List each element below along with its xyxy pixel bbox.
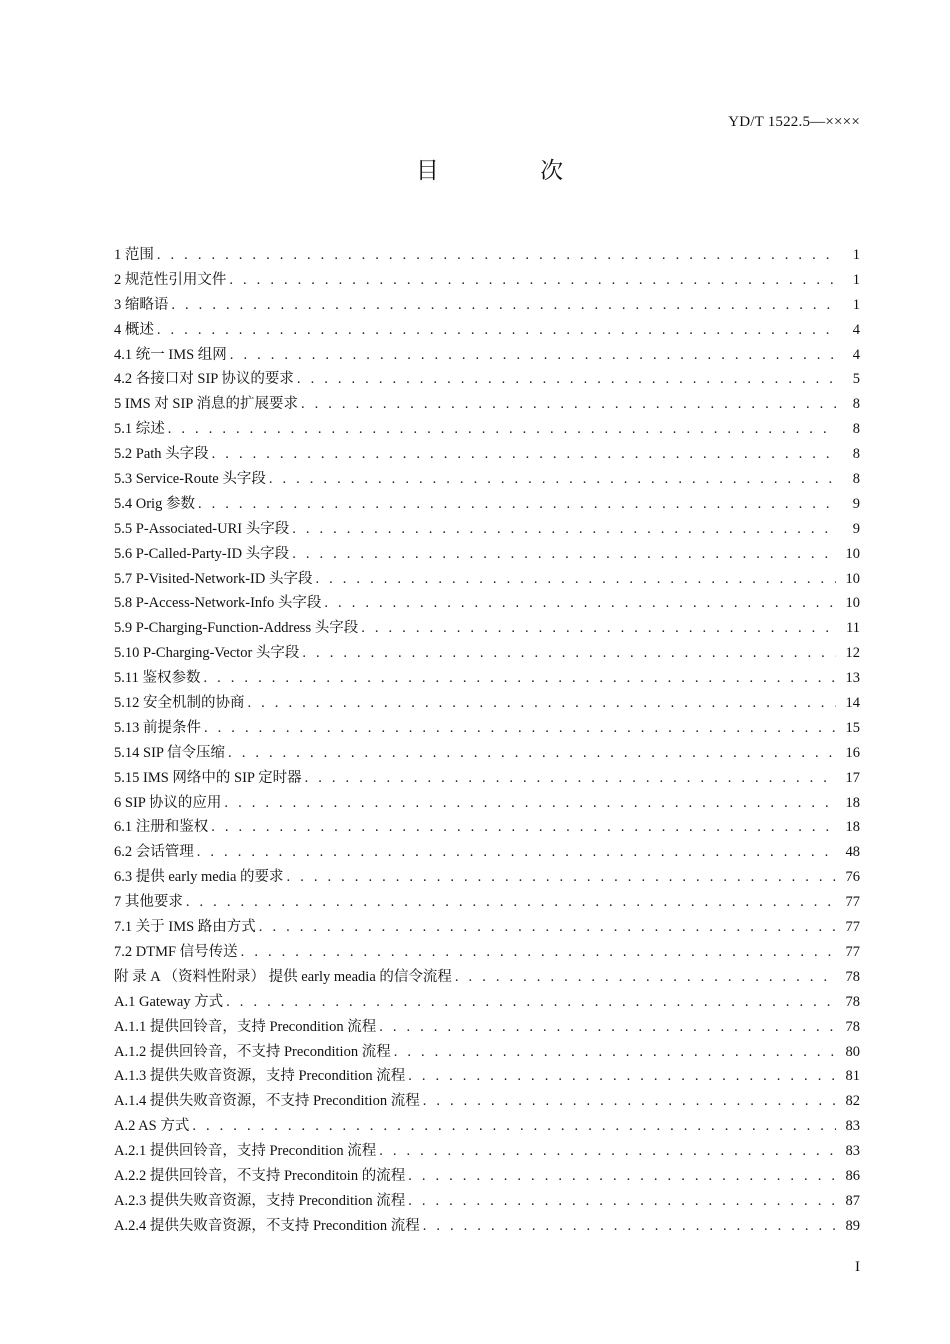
toc-entry[interactable]	[114, 616, 860, 641]
toc-leader-dots	[455, 969, 836, 986]
toc-entry[interactable]	[114, 1040, 860, 1065]
toc-leader-dots	[228, 745, 836, 762]
toc-entry[interactable]	[114, 268, 860, 293]
toc-leader-dots	[269, 471, 836, 488]
toc-entry-label: 3 缩略语	[114, 296, 169, 313]
toc-entry-label: 7.1 关于 IMS 路由方式	[114, 919, 256, 936]
toc-entry-label: 5.3 Service-Route 头字段	[114, 471, 266, 488]
toc-entry[interactable]	[114, 542, 860, 567]
toc-entry[interactable]	[114, 1189, 860, 1214]
toc-entry-page: 76	[845, 869, 860, 886]
toc-entry-page: 80	[845, 1043, 860, 1060]
toc-entry-label: 4 概述	[114, 321, 154, 338]
toc-entry[interactable]	[114, 766, 860, 791]
toc-entry[interactable]	[114, 392, 860, 417]
toc-leader-dots	[408, 1168, 836, 1185]
toc-entry-page: 5	[852, 371, 860, 388]
toc-leader-dots	[230, 347, 836, 364]
toc-leader-dots	[186, 894, 836, 911]
toc-entry[interactable]	[114, 442, 860, 467]
toc-entry-page: 11	[846, 620, 860, 637]
toc-entry-label: A.2.2 提供回铃音，不支持 Preconditoin 的流程	[114, 1167, 406, 1184]
toc-entry-label: A.1 Gateway 方式	[114, 993, 224, 1010]
toc-entry[interactable]	[114, 1089, 860, 1114]
toc-entry[interactable]	[114, 567, 860, 592]
toc-entry-label: 5.14 SIP 信令压缩	[114, 744, 226, 761]
toc-leader-dots	[229, 272, 836, 289]
toc-leader-dots	[315, 571, 836, 588]
toc-leader-dots	[259, 919, 836, 936]
toc-entry[interactable]	[114, 1015, 860, 1040]
toc-leader-dots	[423, 1218, 836, 1235]
toc-entry-page: 4	[852, 321, 860, 338]
toc-entry[interactable]	[114, 915, 860, 940]
toc-leader-dots	[292, 546, 836, 563]
toc-entry-page: 8	[852, 396, 860, 413]
toc-entry-page: 17	[845, 769, 860, 786]
toc-entry[interactable]	[114, 492, 860, 517]
toc-entry-page: 15	[845, 719, 860, 736]
toc-entry-page: 9	[852, 520, 860, 537]
toc-entry-label: 6.3 提供 early media 的要求	[114, 869, 284, 886]
toc-entry-page: 87	[845, 1192, 860, 1209]
toc-entry-label: 5.11 鉴权参数	[114, 670, 201, 687]
toc-entry-label: 5.5 P-Associated-URI 头字段	[114, 520, 290, 537]
toc-entry[interactable]	[114, 1114, 860, 1139]
toc-entry-label: 4.1 统一 IMS 组网	[114, 346, 227, 363]
toc-entry[interactable]	[114, 716, 860, 741]
toc-leader-dots	[379, 1019, 836, 1036]
toc-leader-dots	[297, 371, 836, 388]
toc-entry[interactable]	[114, 318, 860, 343]
toc-entry-page: 10	[845, 545, 860, 562]
toc-entry-label: 5.4 Orig 参数	[114, 495, 195, 512]
document-id: YD/T 1522.5—××××	[728, 114, 860, 130]
toc-leader-dots	[192, 1118, 836, 1135]
toc-leader-dots	[408, 1068, 836, 1085]
toc-entry[interactable]	[114, 940, 860, 965]
toc-entry-label: 1 范围	[114, 247, 154, 263]
toc-entry-page: 4	[852, 346, 860, 363]
toc-entry[interactable]	[114, 1164, 860, 1189]
toc-entry[interactable]	[114, 243, 860, 268]
toc-entry-page: 18	[845, 819, 860, 836]
toc-leader-dots	[211, 819, 836, 836]
toc-leader-dots	[394, 1044, 836, 1061]
toc-entry-label: 5.12 安全机制的协商	[114, 695, 245, 712]
toc-entry-label: A.1.1 提供回铃音，支持 Precondition 流程	[114, 1018, 377, 1035]
toc-entry[interactable]	[114, 467, 860, 492]
toc-leader-dots	[157, 322, 836, 339]
toc-leader-dots	[305, 770, 836, 787]
toc-entry[interactable]	[114, 1064, 860, 1089]
toc-entry-label: 4.2 各接口对 SIP 协议的要求	[114, 371, 294, 388]
toc-entry[interactable]	[114, 293, 860, 318]
toc-leader-dots	[408, 1193, 836, 1210]
toc-entry-page: 78	[845, 993, 860, 1010]
toc-entry-label: 5.9 P-Charging-Function-Address 头字段	[114, 620, 359, 637]
toc-entry[interactable]	[114, 1139, 860, 1164]
toc-entry-label: 5.10 P-Charging-Vector 头字段	[114, 645, 300, 662]
toc-entry-label: 5.8 P-Access-Network-Info 头字段	[114, 595, 322, 612]
toc-entry-label: 5.7 P-Visited-Network-ID 头字段	[114, 570, 313, 587]
toc-entry-label: 5 IMS 对 SIP 消息的扩展要求	[114, 396, 298, 413]
toc-leader-dots	[287, 869, 836, 886]
toc-entry-label: A.2.4 提供失败音资源，不支持 Precondition 流程	[114, 1217, 420, 1234]
toc-leader-dots	[226, 994, 836, 1011]
toc-leader-dots	[302, 645, 836, 662]
toc-entry[interactable]	[114, 1214, 860, 1239]
toc-leader-dots	[204, 720, 836, 737]
toc-entry-label: 6 SIP 协议的应用	[114, 794, 222, 811]
toc-leader-dots	[212, 446, 836, 463]
toc-entry-page: 77	[845, 894, 860, 911]
toc-leader-dots	[379, 1143, 836, 1160]
toc-entry-label: A.1.4 提供失败音资源，不支持 Precondition 流程	[114, 1093, 420, 1110]
toc-entry-page: 1	[852, 271, 860, 288]
toc-entry[interactable]	[114, 641, 860, 666]
toc-entry-page: 8	[852, 471, 860, 488]
toc-leader-dots	[301, 396, 836, 413]
toc-leader-dots	[292, 521, 836, 538]
toc-leader-dots	[171, 297, 836, 314]
toc-leader-dots	[157, 247, 836, 264]
toc-entry-page: 18	[845, 794, 860, 811]
toc-entry[interactable]	[114, 965, 860, 990]
toc-entry-page: 86	[845, 1167, 860, 1184]
toc-entry-page: 77	[845, 943, 860, 960]
toc-entry-label: 5.15 IMS 网络中的 SIP 定时器	[114, 769, 302, 786]
toc-entry-page: 9	[852, 495, 860, 512]
toc-entry-label: 5.2 Path 头字段	[114, 446, 209, 463]
toc-entry-page: 1	[852, 296, 860, 313]
toc-entry-page: 16	[845, 744, 860, 761]
toc-entry-page: 78	[845, 968, 860, 985]
toc-entry-label: 5.1 综述	[114, 421, 165, 438]
toc-entry-label: 7 其他要求	[114, 894, 183, 911]
toc-leader-dots	[168, 421, 836, 438]
toc-entry[interactable]	[114, 343, 860, 368]
toc-entry-page: 10	[845, 570, 860, 587]
toc-entry[interactable]	[114, 417, 860, 442]
toc-entry-page: 10	[845, 595, 860, 612]
toc-entry-label: 6.1 注册和鉴权	[114, 819, 209, 836]
toc-entry-page: 13	[845, 670, 860, 687]
toc-entry[interactable]	[114, 815, 860, 840]
toc-entry-label: A.2.1 提供回铃音，支持 Precondition 流程	[114, 1143, 377, 1160]
table-of-contents	[114, 243, 860, 1239]
toc-entry[interactable]	[114, 741, 860, 766]
toc-entry-label: 2 规范性引用文件	[114, 271, 227, 288]
toc-entry-page: 83	[845, 1118, 860, 1135]
toc-leader-dots	[241, 944, 836, 961]
toc-entry[interactable]	[114, 990, 860, 1015]
toc-entry-label: 5.13 前提条件	[114, 719, 201, 736]
toc-entry[interactable]	[114, 865, 860, 890]
toc-entry-page: 48	[845, 844, 860, 861]
toc-leader-dots	[423, 1093, 836, 1110]
toc-entry[interactable]	[114, 666, 860, 691]
toc-entry-page: 78	[845, 1018, 860, 1035]
toc-entry-page: 82	[845, 1093, 860, 1110]
toc-entry[interactable]	[114, 890, 860, 915]
toc-entry-label: 7.2 DTMF 信号传送	[114, 943, 238, 960]
toc-entry-label: A.1.3 提供失败音资源，支持 Precondition 流程	[114, 1068, 406, 1085]
toc-entry[interactable]	[114, 691, 860, 716]
toc-entry-label: 5.6 P-Called-Party-ID 头字段	[114, 545, 290, 562]
toc-entry[interactable]	[114, 517, 860, 542]
page-number: I	[855, 1259, 860, 1275]
toc-leader-dots	[361, 620, 836, 637]
toc-entry[interactable]	[114, 791, 860, 816]
toc-entry[interactable]	[114, 840, 860, 865]
toc-entry-page: 89	[845, 1217, 860, 1234]
toc-entry[interactable]	[114, 367, 860, 392]
toc-entry-page: 1	[852, 247, 860, 263]
page-title: 目 次	[415, 158, 611, 184]
toc-entry-page: 77	[845, 919, 860, 936]
toc-entry-page: 14	[845, 695, 860, 712]
toc-entry-label: 6.2 会话管理	[114, 844, 194, 861]
toc-entry-label: A.2.3 提供失败音资源，支持 Precondition 流程	[114, 1192, 406, 1209]
toc-entry-label: 附 录 A （资料性附录） 提供 early meadia 的信令流程	[114, 968, 452, 985]
toc-entry-page: 8	[852, 421, 860, 438]
toc-entry-label: A.1.2 提供回铃音，不支持 Precondition 流程	[114, 1043, 391, 1060]
toc-entry-page: 8	[852, 446, 860, 463]
toc-leader-dots	[324, 595, 836, 612]
toc-entry-page: 81	[845, 1068, 860, 1085]
toc-leader-dots	[197, 844, 836, 861]
toc-leader-dots	[198, 496, 836, 513]
toc-entry[interactable]	[114, 591, 860, 616]
toc-entry-page: 12	[845, 645, 860, 662]
toc-leader-dots	[203, 670, 836, 687]
toc-entry-page: 83	[845, 1143, 860, 1160]
toc-entry-label: A.2 AS 方式	[114, 1118, 190, 1135]
toc-leader-dots	[248, 695, 837, 712]
toc-leader-dots	[224, 795, 836, 812]
